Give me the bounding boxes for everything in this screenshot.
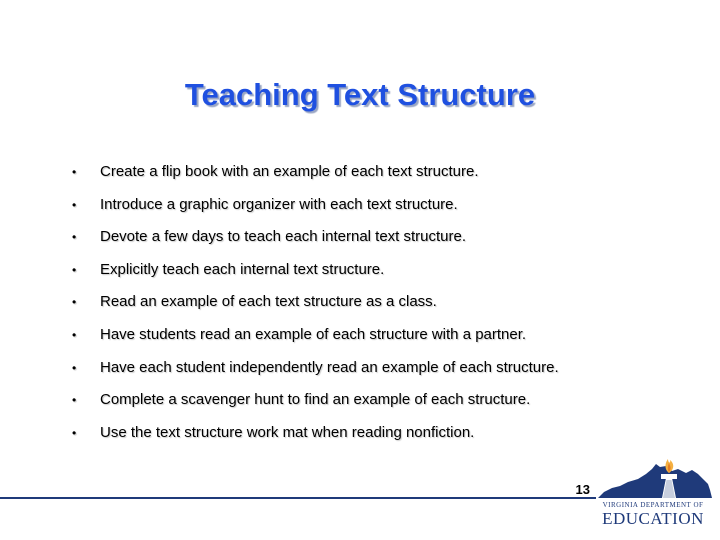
logo-text-line1: VIRGINIA DEPARTMENT OF [602,501,704,509]
bullet-icon: • [72,327,77,342]
bullet-text: Have students read an example of each structure with a partner. [100,325,527,343]
bullet-text: Explicitly teach each internal text structure. [100,260,385,278]
list-item [72,191,692,224]
bullet-text: Have each student independently read an example of each structure. [100,358,559,376]
list-item [72,354,692,387]
list-item [72,321,692,354]
list-item [72,223,692,256]
list-item [72,386,692,419]
bullet-text: Devote a few days to teach each internal text structure. [100,228,467,246]
list-item [72,256,692,289]
footer-divider [0,497,596,499]
bullet-icon: • [72,165,77,179]
logo-text-line2: EDUCATION [602,509,704,528]
bullet-icon: • [72,360,77,375]
bullet-icon: • [72,230,77,245]
virginia-map-torch-icon [596,452,716,504]
bullet-list [72,158,692,451]
bullet-text: Introduce a graphic organizer with each text structure. [100,195,458,213]
bullet-text: Create a flip book with an example of each text structure. [100,163,479,180]
page-number: 13 [575,482,590,497]
slide-title: Teaching Text Structure [184,77,536,112]
bullet-icon: • [72,262,77,277]
virginia-doe-logo [596,452,716,532]
bullet-text: Read an example of each text structure as a class. [100,293,437,311]
bullet-icon: • [72,295,77,310]
bullet-icon: • [72,425,77,440]
bullet-text: Use the text structure work mat when reading nonfiction. [100,423,475,441]
bullet-text: Complete a scavenger hunt to find an example of each structure. [100,391,531,409]
bullet-icon: • [72,393,77,408]
bullet-icon: • [72,197,77,212]
list-item [72,288,692,321]
list-item [72,419,692,452]
list-item [72,158,692,191]
